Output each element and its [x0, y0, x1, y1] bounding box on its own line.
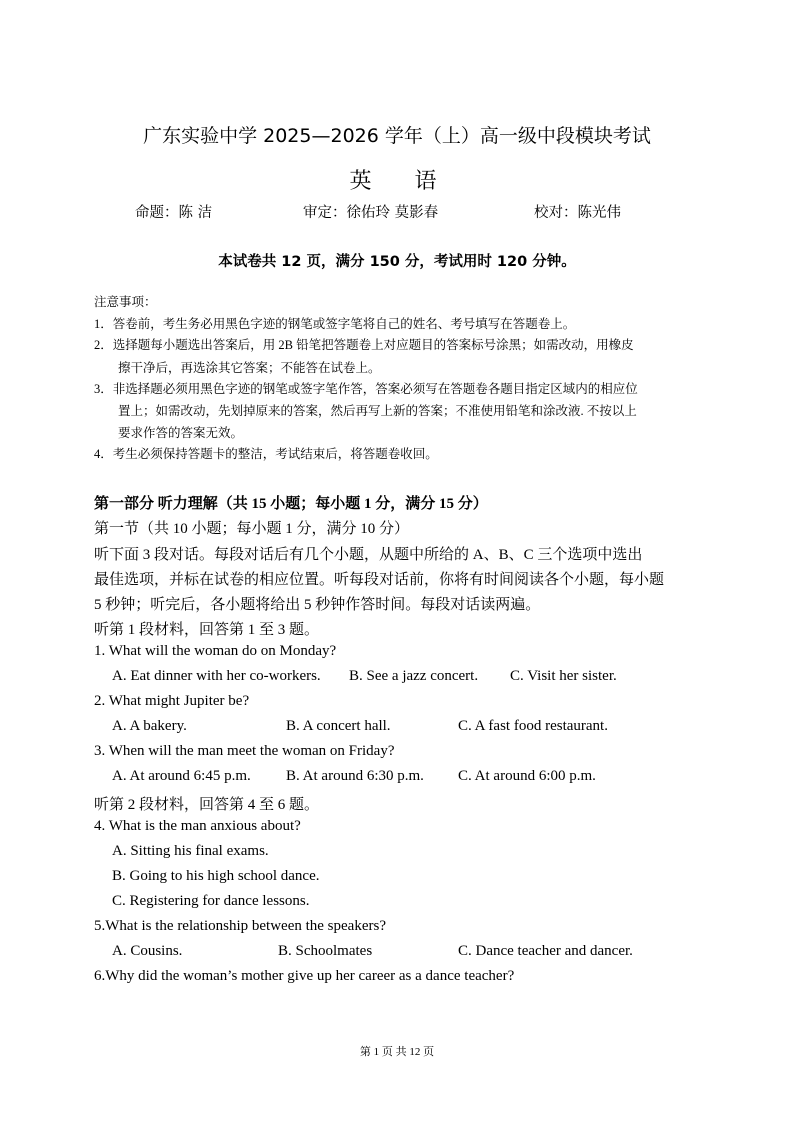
- option-b: B. At around 6:30 p.m.: [286, 768, 424, 784]
- option-c: C. Dance teacher and dancer.: [458, 943, 633, 959]
- question-stem: 6.Why did the woman’s mother give up her career as a dance teacher?: [94, 968, 515, 984]
- instruction-line: 最佳选项，并标在试卷的相应位置。听每段对话前，你将有时间阅读各个小题，每小题: [94, 572, 665, 588]
- option-b: B. See a jazz concert.: [349, 668, 479, 684]
- notice-item: 4．考生必须保持答题卡的整洁，考试结束后，将答题卷收回。: [94, 447, 438, 461]
- option-a: A. Cousins.: [112, 943, 183, 959]
- reviewer-credit: 审定：徐佑玲 莫影春: [303, 205, 439, 221]
- notice-item: 2．选择题每小题选出答案后，用 2B 铅笔把答题卷上对应题目的答案标号涂黑；如需改动，用橡皮: [94, 338, 634, 352]
- notice-item: 3．非选择题必须用黑色字迹的钢笔或签字笔作答，答案必须写在答题卷各题目指定区域内的相应位: [94, 382, 638, 396]
- option-a: A. At around 6:45 p.m.: [112, 768, 251, 784]
- question-stem: 5.What is the relationship between the speakers?: [94, 918, 386, 934]
- subject-title: 英 语: [349, 169, 455, 194]
- question-stem: 1. What will the woman do on Monday?: [94, 643, 337, 659]
- option-c: C. At around 6:00 p.m.: [458, 768, 596, 784]
- part-title: 第一部分 听力理解（共 15 小题；每小题 1 分，满分 15 分）: [94, 496, 488, 512]
- sub-section-title: 第一节（共 10 小题；每小题 1 分，满分 10 分）: [94, 521, 410, 537]
- exam-title: 广东实验中学 2025—2026 学年（上）高一级中段模块考试: [143, 125, 651, 147]
- notice-item-cont: 擦干净后，再选涂其它答案；不能答在试卷上。: [118, 361, 381, 375]
- option-b: B. A concert hall.: [286, 718, 391, 734]
- option-a: A. Eat dinner with her co-workers.: [112, 668, 321, 684]
- notice-item-cont: 要求作答的答案无效。: [118, 426, 244, 440]
- option-a: A. Sitting his final exams.: [112, 843, 269, 859]
- question-stem: 2. What might Jupiter be?: [94, 693, 250, 709]
- page-footer: 第 1 页 共 12 页: [359, 1046, 435, 1058]
- option-b: B. Going to his high school dance.: [112, 868, 320, 884]
- option-c: C. Visit her sister.: [510, 668, 617, 684]
- instruction-line: 听下面 3 段对话。每段对话后有几个小题，从题中所给的 A、B、C 三个选项中选出: [94, 547, 643, 563]
- option-a: A. A bakery.: [112, 718, 187, 734]
- author-credit: 命题：陈 洁: [135, 205, 213, 221]
- option-b: B. Schoolmates: [278, 943, 373, 959]
- exam-info: 本试卷共 12 页，满分 150 分，考试用时 120 分钟。: [218, 254, 576, 270]
- question-stem: 4. What is the man anxious about?: [94, 818, 301, 834]
- question-stem: 3. When will the man meet the woman on Friday?: [94, 743, 395, 759]
- option-c: C. Registering for dance lessons.: [112, 893, 310, 909]
- material-heading: 听第 1 段材料，回答第 1 至 3 题。: [94, 622, 320, 638]
- notice-item: 1．答卷前，考生务必用黑色字迹的钢笔或签字笔将自己的姓名、考号填写在答题卷上。: [94, 317, 576, 331]
- notice-item-cont: 置上；如需改动，先划掉原来的答案，然后再写上新的答案；不准使用铅笔和涂改液. 不按以上: [118, 404, 637, 418]
- proofreader-credit: 校对：陈光伟: [534, 205, 621, 221]
- notice-heading: 注意事项：: [94, 295, 157, 309]
- option-c: C. A fast food restaurant.: [458, 718, 608, 734]
- material-heading: 听第 2 段材料，回答第 4 至 6 题。: [94, 797, 320, 813]
- instruction-line: 5 秒钟；听完后，各小题将给出 5 秒钟作答时间。每段对话读两遍。: [94, 597, 541, 613]
